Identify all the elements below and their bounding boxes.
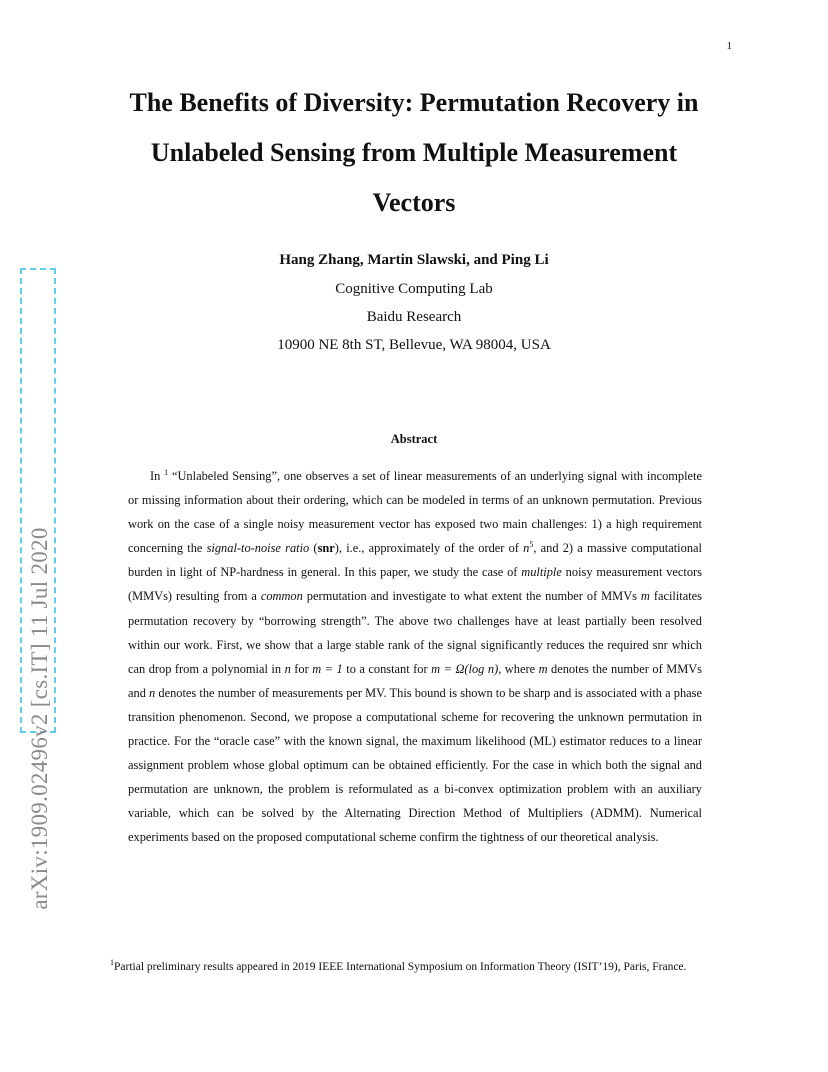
abstract-text: ), i.e., approximately of the order of [334,541,524,556]
abstract-text: denotes the number of measurements per MV. This bound is shown to be sharp and is associated with a phase transition phenomenon. Second, we propose a computational scheme for recovering the unknown permutation in practice. For the “oracle case” with the known signal, the maximum likelihood (ML) estimator reduces to a linear assignment problem whose global optimum can be obtained efficiently. For the case in which both the signal and permutation are unknown, the problem is reformulated as a bi-convex optimization problem with an auxiliary variable, which can be solved by the Alternating Direction Method of Multipliers (ADMM). Numerical experiments based on the proposed computational scheme confirm the tightness of our theoretical analysis. [128,685,702,845]
abstract-text: to a constant for [342,661,432,676]
abstract-text: , where [498,661,539,676]
abstract-text: ( [309,541,318,556]
title-line-2: Unlabeled Sensing from Multiple Measurement [150,138,678,167]
abstract-emphasis: common [260,589,303,604]
affiliation-lab: Cognitive Computing Lab [335,281,493,297]
title-line-3: Vectors [372,188,456,217]
abstract-text: “Unlabeled Sensing”, one observes a set of linear measurements of an underlying signal with incomplete or missing information about their ordering, which can be modeled in terms of an unknown permutation. Previous work on the case of a single noisy measurement vector has exposed two main challenges: 1) a high requirement concerning the [128,469,702,556]
footnote-text: Partial preliminary results appeared in 2019 IEEE International Symposium on Information Theory (ISIT’19), Paris, France. [114,961,687,973]
abstract-emphasis: multiple [521,565,562,580]
abstract-text: permutation and investigate to what extent the number of MMVs [302,589,641,604]
paper-title [100,78,728,228]
abstract-text: for [290,661,313,676]
abstract-text: denotes the number of MMVs and [128,661,702,700]
footnote [110,958,750,973]
affiliation-org: Baidu Research [366,309,462,325]
footnote-mark: 1 [110,958,114,968]
math-expression: m = Ω(log n) [431,661,499,676]
math-expression: m = 1 [312,661,343,676]
abstract-heading: Abstract [390,432,438,446]
math-variable: n [523,541,530,556]
abstract-text: noisy measurement vectors (MMVs) resulting from a [128,565,702,604]
math-variable: m [640,589,650,604]
arxiv-watermark [20,268,56,910]
author-list: Hang Zhang, Martin Slawski, and Ping Li [279,252,549,268]
abstract-bold: snr [317,541,335,556]
abstract-emphasis: signal-to-noise ratio [206,541,310,556]
title-line-1: The Benefits of Diversity: Permutation Recovery in [129,88,699,117]
page-number: 1 [726,40,732,52]
math-variable: m [538,661,548,676]
abstract-text: , and 2) a massive computational burden in light of NP-hardness in general. In this paper, we study the case of [128,541,702,580]
abstract-lead-word: In [150,469,161,483]
footnote-marker: 1 [164,467,169,477]
abstract-body [128,464,702,850]
abstract-text: facilitates permutation recovery by “borrowing strength”. The above two challenges have at least partially been resolved within our work. First, we show that a large stable rank of the signal significantly reduces the required snr which can drop from a polynomial in [128,589,702,676]
math-variable: n [284,661,291,676]
math-variable: n [149,685,156,700]
math-superscript: 5 [529,540,534,550]
arxiv-watermark-text: arXiv:1909.02496v2 [cs.IT] 11 Jul 2020 [27,527,52,910]
affiliation-address: 10900 NE 8th ST, Bellevue, WA 98004, USA [277,337,551,353]
